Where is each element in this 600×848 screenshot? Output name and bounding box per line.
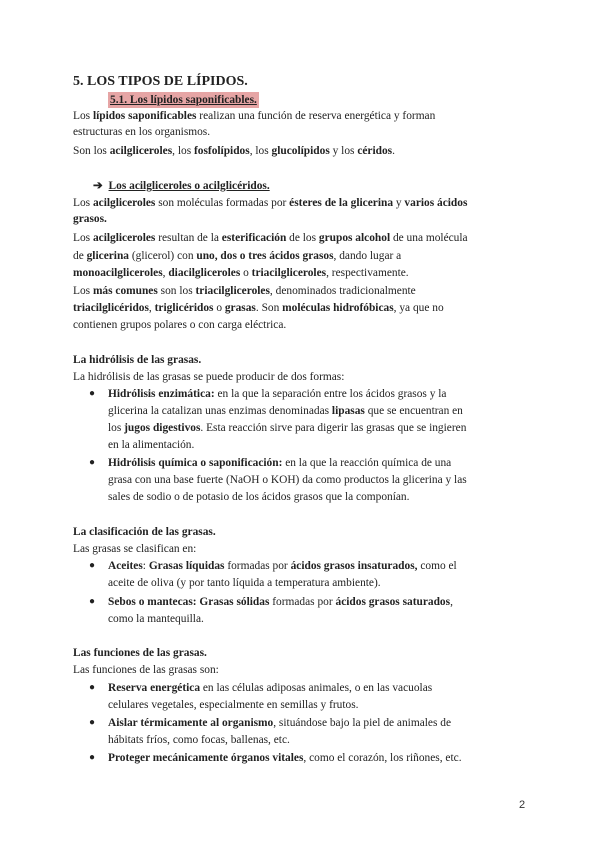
list-item-cont: hábitats fríos, como focas, ballenas, etc. bbox=[108, 734, 290, 746]
arrow-icon: ➔ bbox=[93, 180, 103, 192]
list-item-cont: grasa con una base fuerte (NaOH o KOH) da como productos la glicerina y las bbox=[108, 474, 467, 486]
acil-line-1: Los acilgliceroles son moléculas formadas por ésteres de la glicerina y varios ácidos bbox=[73, 197, 468, 209]
highlighted-subheading: 5.1. Los lípidos saponificables. bbox=[110, 94, 257, 106]
bullet-icon: ● bbox=[89, 457, 96, 468]
page-number: 2 bbox=[519, 799, 526, 811]
bullet-icon: ● bbox=[89, 560, 96, 571]
list-item-cont: celulares vegetales, especialmente en semillas y frutos. bbox=[108, 699, 359, 711]
bullet-icon: ● bbox=[89, 752, 96, 763]
acil-line-3: Los acilgliceroles resultan de la esterificación de los grupos alcohol de una molécula bbox=[73, 232, 468, 244]
acilgliceroles-heading: ➔ Los acilgliceroles o acilglicéridos. bbox=[93, 180, 270, 192]
list-item: Aceites: Grasas líquidas formadas por ácidos grasos insaturados, como el bbox=[108, 560, 457, 572]
clasificacion-title: La clasificación de las grasas. bbox=[73, 526, 216, 538]
bullet-icon: ● bbox=[89, 717, 96, 728]
acil-line-2: grasos. bbox=[73, 213, 107, 225]
list-item: Aislar térmicamente al organismo, situándose bajo la piel de animales de bbox=[108, 717, 452, 729]
bullet-icon: ● bbox=[89, 596, 96, 607]
hidrolisis-intro: La hidrólisis de las grasas se puede producir de dos formas: bbox=[73, 371, 345, 383]
acil-line-4: de glicerina (glicerol) con uno, dos o tres ácidos grasos, dando lugar a bbox=[73, 250, 402, 262]
list-item: Sebos o mantecas: Grasas sólidas formadas por ácidos grasos saturados, bbox=[108, 596, 453, 608]
list-item: Hidrólisis química o saponificación: en la que la reacción química de una bbox=[108, 457, 452, 469]
acil-line-7: triacilglicéridos, triglicéridos o grasas. Son moléculas hidrofóbicas, ya que no bbox=[73, 302, 444, 314]
list-item-cont: aceite de oliva (y por tanto líquida a temperatura ambiente). bbox=[108, 577, 381, 589]
bullet-icon: ● bbox=[89, 388, 96, 399]
intro-line-2: estructuras en los organismos. bbox=[73, 126, 211, 138]
clasificacion-intro: Las grasas se clasifican en: bbox=[73, 543, 197, 555]
bullet-icon: ● bbox=[89, 682, 96, 693]
intro-line-3: Son los acilgliceroles, los fosfolípidos, los glucolípidos y los céridos. bbox=[73, 145, 395, 157]
acil-line-6: Los más comunes son los triacilgliceroles, denominados tradicionalmente bbox=[73, 285, 416, 297]
list-item: Reserva energética en las células adiposas animales, o en las vacuolas bbox=[108, 682, 433, 694]
section-heading: 5. LOS TIPOS DE LÍPIDOS. bbox=[73, 74, 248, 89]
funciones-intro: Las funciones de las grasas son: bbox=[73, 664, 219, 676]
list-item-cont: sales de sodio o de potasio de los ácidos grasos que la componían. bbox=[108, 491, 410, 503]
list-item-cont: como la mantequilla. bbox=[108, 613, 204, 625]
list-item: Proteger mecánicamente órganos vitales, como el corazón, los riñones, etc. bbox=[108, 752, 462, 764]
acil-line-5: monoacilgliceroles, diacilgliceroles o triacilgliceroles, respectivamente. bbox=[73, 267, 409, 279]
acil-line-8: contienen grupos polares o con carga eléctrica. bbox=[73, 319, 287, 331]
intro-line-1: Los lípidos saponificables realizan una función de reserva energética y forman bbox=[73, 110, 436, 122]
list-item-cont: en la alimentación. bbox=[108, 439, 195, 451]
hidrolisis-title: La hidrólisis de las grasas. bbox=[73, 354, 202, 366]
funciones-title: Las funciones de las grasas. bbox=[73, 647, 207, 659]
list-item-cont: los jugos digestivos. Esta reacción sirve para digerir las grasas que se ingieren bbox=[108, 422, 467, 434]
list-item-cont: glicerina la catalizan unas enzimas denominadas lipasas que se encuentran en bbox=[108, 405, 463, 417]
list-item: Hidrólisis enzimática: en la que la separación entre los ácidos grasos y la bbox=[108, 388, 447, 400]
